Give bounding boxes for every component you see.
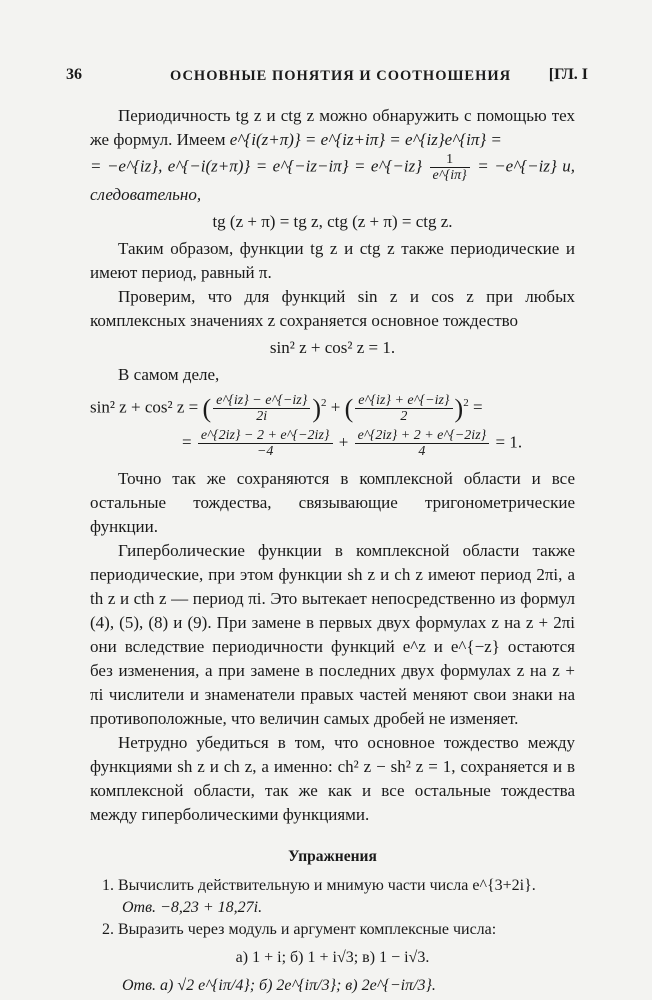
paragraph-periodicity: Периодичность tg z и ctg z можно обнаружить с помощью тех же формул. Имеем e^{i(z+π)} = e^{iz+iπ} = e^{iz}e^{iπ} =	[90, 106, 575, 149]
equation-identity-proof-line1: sin² z + cos² z = ( $\frac{e\^{}\{iz\} - e\^{}\{-iz\}}{2i}$ )$^2$ + ( $\frac{e\^{}\{iz\} + e\^{}\{-iz\}}{2}$ )$^2$ =	[90, 393, 483, 425]
paragraph-conclusion-period: Таким образом, функции tg z и ctg z также периодические и имеют период, равный π.	[90, 239, 575, 282]
paragraph-check-identity: Проверим, что для функций sin z и cos z при любых комплексных значениях z сохраняется основное тождество	[90, 287, 575, 330]
exercise-1: 1. Вычислить действительную и мнимую части числа e^{3+2i}.	[102, 877, 536, 895]
exercises-heading: Упражнения	[288, 848, 377, 866]
equation-identity-proof-line2: = $\frac{e\^{}\{2iz\} - 2 + e\^{}\{-2iz\}}{-4}$ + $\frac{e\^{}\{2iz\} + 2 + e\^{}\{-2iz\}}{4}$ = 1.	[182, 428, 523, 460]
exercises-list	[90, 875, 575, 997]
paragraph-indeed: В самом деле,	[118, 365, 220, 384]
equation-exp-sum: e^{i(z+π)} = e^{iz+iπ} = e^{iz}e^{iπ} =	[229, 130, 502, 149]
paragraph-other-identities: Точно так же сохраняются в комплексной области и все остальные тождества, связывающие тригонометрические функции.	[90, 469, 575, 537]
exercise-2: 2. Выразить через модуль и аргумент комплексные числа:	[102, 921, 497, 939]
page-number: 36	[66, 66, 82, 83]
fraction-one-over-exp: $\frac{1}{e\^{}\{i\pi\}}$	[430, 152, 470, 183]
equation-basic-identity: sin² z + cos² z = 1.	[269, 338, 396, 357]
paragraph-hyperbolic-identity: Нетрудно убедиться в том, что основное тождество между функциями sh z и ch z, а именно: ch² z − sh² z = 1, сохраняется и в комплексной области, так же как и все остальные тождества между гиперболическими функциями.	[90, 733, 575, 825]
equation-exp-continued: = −e^{iz}, e^{−i(z+π)} = e^{−iz−iπ} = e^{−iz} $\frac{1}{e\^{}\{i\pi\}}$ = −e^{−iz} и, следовательно,	[90, 152, 576, 204]
chapter-marker: [ГЛ. I	[548, 66, 588, 83]
paragraph-hyperbolic-periodicity: Гиперболические функции в комплексной области также периодические, при этом функции sh z и ch z имеют период 2πi, а th z и cth z — период πi. Это вытекает непосредственно из формул (4), (5), (8) и (9). При замене в первых двух формулах z на z + 2πi они вследствие периодичности функций e^z и e^{−z} остаются без изменения, а при замене в последних двух формулах z на z + πi числители и знаменатели правых частей меняют свои знаки на противоположные, что величин самых дробей не изменяет.	[90, 541, 575, 729]
page-body	[90, 104, 575, 997]
exercise-1-answer: Отв. −8,23 + 18,27i.	[122, 899, 263, 917]
exercise-2-items: а) 1 + i; б) 1 + i√3; в) 1 − i√3.	[235, 949, 430, 967]
equation-tg-ctg-period: tg (z + π) = tg z, ctg (z + π) = ctg z.	[212, 212, 453, 231]
page-header	[66, 66, 588, 90]
exercise-2-answer: Отв. а) √2 e^{iπ/4}; б) 2e^{iπ/3}; в) 2e^{−iπ/3}.	[122, 977, 436, 995]
running-title: ОСНОВНЫЕ ПОНЯТИЯ И СООТНОШЕНИЯ	[170, 68, 512, 84]
